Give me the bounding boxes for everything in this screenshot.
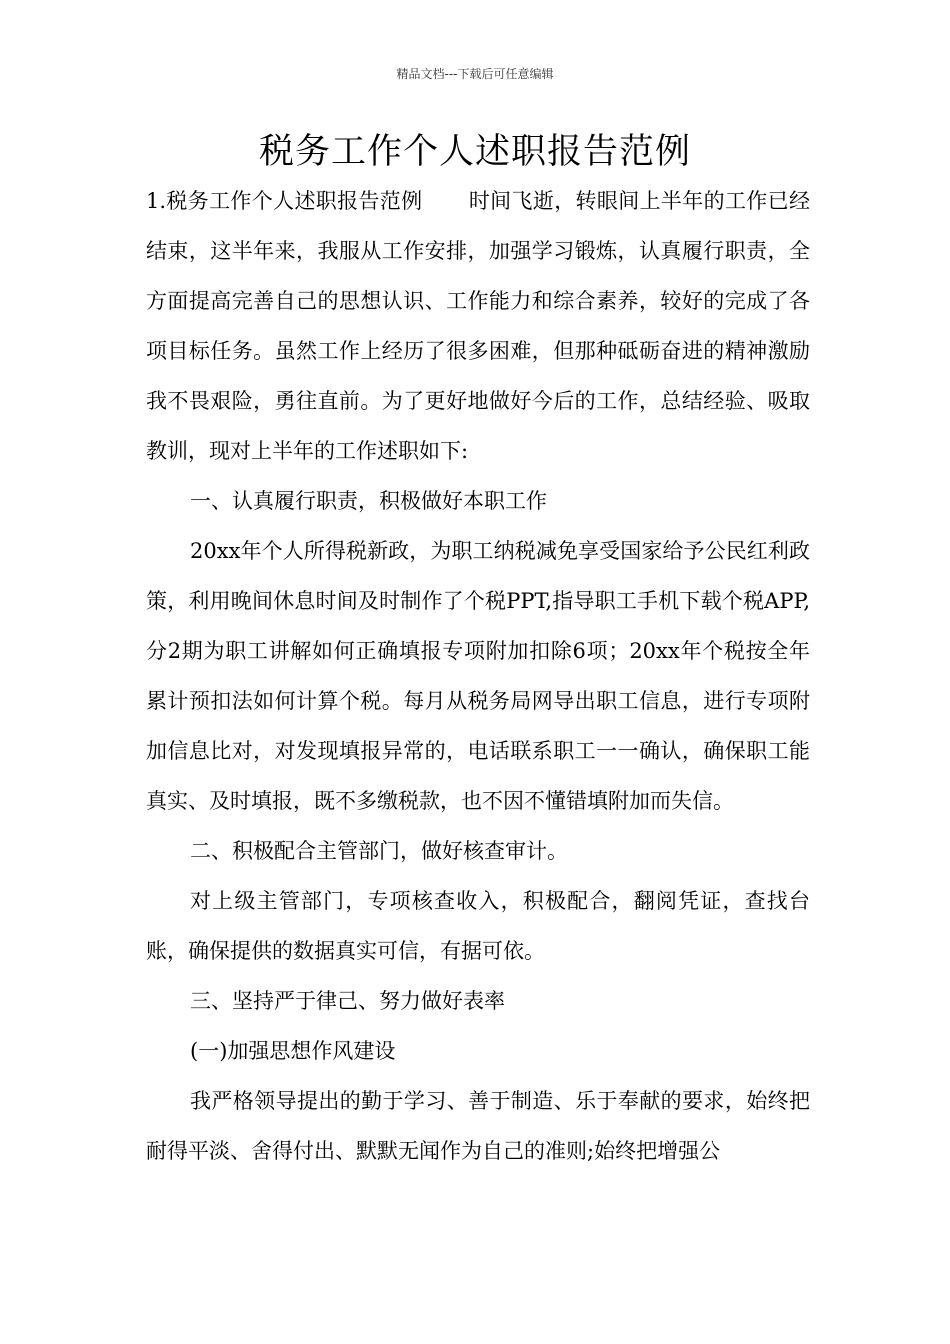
section3-sub1-paragraph: 我严格领导提出的勤于学习、善于制造、乐于奉献的要求，始终把耐得平淡、舍得付出、默默无闻作为自己的准则;始终把增强公 [146,1089,810,1163]
section3-heading: 三、坚持严于律己、努力做好表率 [190,989,505,1013]
section2-paragraph: 对上级主管部门，专项核查收入，积极配合，翻阅凭证，查找台账，确保提供的数据真实可信，有据可依。 [146,889,810,963]
section3-sub1-heading: (一)加强思想作风建设 [190,1039,396,1063]
section1-paragraph: 20xx年个人所得税新政，为职工纳税减免享受国家给予公民红利政策，利用晚间休息时间及时制作了个税PPT,指导职工手机下载个税APP,分2期为职工讲解如何正确填报专项附加扣除6项；20xx年个税按全年累计预扣法如何计算个税。每月从税务局网导出职工信息，进行专项附加信息比对，对发现填报异常的，电话联系职工一一确认，确保职工能真实、及时填报，既不多缴税款，也不因不懂错填附加而失信。 [146,539,810,813]
page-header: 精品文档---下载后可任意编辑 [396,67,554,81]
document-body [146,176,810,1176]
intro-text: 时间飞逝，转眼间上半年的工作已经结束，这半年来，我服从工作安排，加强学习锻炼，认真履行职责，全方面提高完善自己的思想认识、工作能力和综合素养，较好的完成了各项目标任务。虽然工作上经历了很多困难，但那种砥砺奋进的精神激励我不畏艰险，勇往直前。为了更好地做好今后的工作，总结经验、吸取教训，现对上半年的工作述职如下: [146,189,810,463]
intro-label: 1.税务工作个人述职报告范例 [146,189,423,213]
section1-heading: 一、认真履行职责，积极做好本职工作 [190,489,547,513]
section2-heading: 二、积极配合主管部门，做好核查审计。 [190,839,568,863]
document-title: 税务工作个人述职报告范例 [258,132,691,172]
intro-paragraph [146,176,810,476]
